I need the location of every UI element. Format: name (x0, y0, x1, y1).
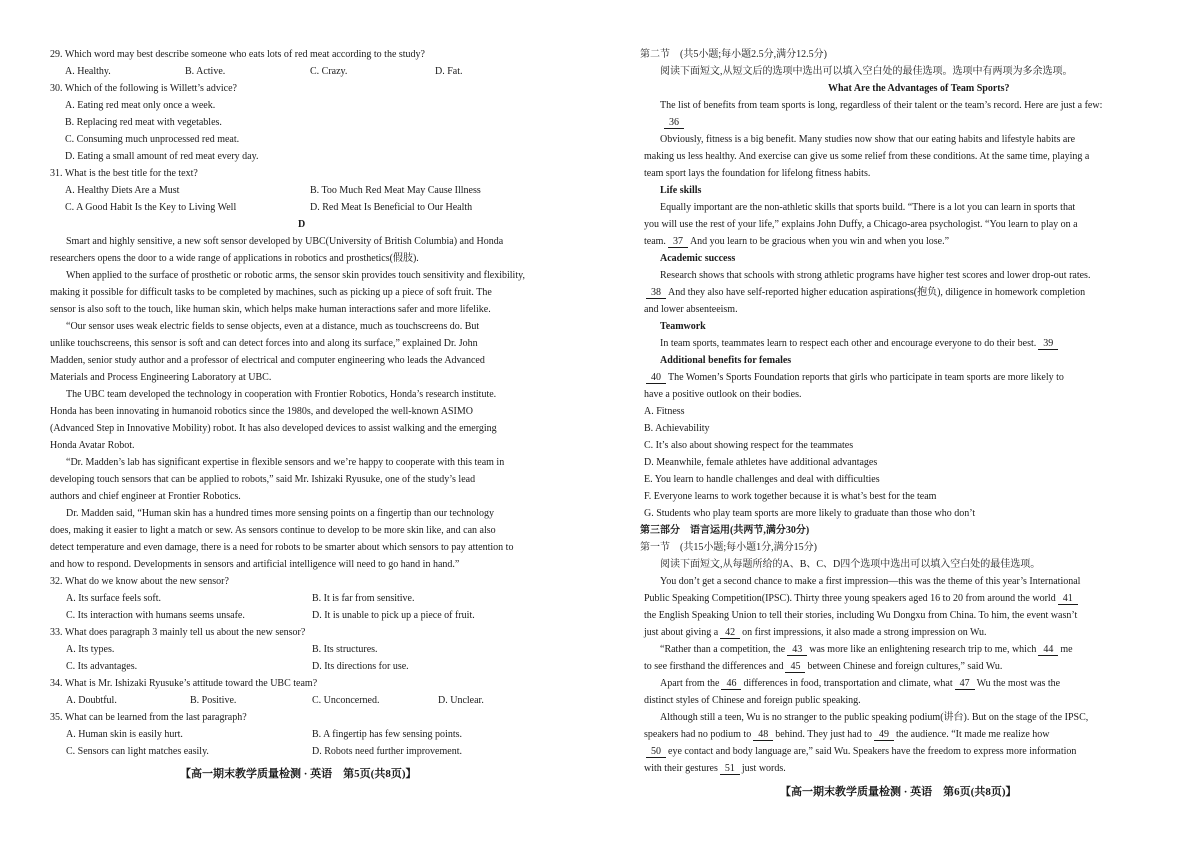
blank-46: 46 (721, 678, 741, 690)
passage-line: Dr. Madden said, “Human skin has a hundred times more sensing points on a fingertip than our technology (66, 508, 494, 519)
passage-line: “Dr. Madden’s lab has significant expertise in flexible sensors and we’re happy to cooperate with this team in (66, 457, 505, 468)
section-d-heading: D (298, 219, 306, 230)
option-35a: A. Human skin is easily hurt. (66, 729, 183, 740)
blank-48: 48 (753, 729, 773, 741)
option-32d: D. It is unable to pick up a piece of fruit. (312, 610, 475, 621)
option-31a: A. Healthy Diets Are a Must (65, 185, 180, 196)
passage-line: 40 The Women’s Sports Foundation reports that girls who participate in team sports are more likely to (644, 372, 1064, 384)
passage-line: researchers opens the door to a wide range of applications in robotics and prosthetics(假肢). (50, 253, 419, 264)
option-29b: B. Active. (185, 66, 226, 77)
choice-a: A. Fitness (644, 406, 685, 417)
blank-39: 39 (1038, 338, 1058, 350)
blank-49: 49 (874, 729, 894, 741)
subheading: Teamwork (660, 321, 706, 332)
blank-47: 47 (955, 678, 975, 690)
choice-g: G. Students who play team sports are more likely to graduate than those who don’t (644, 508, 976, 519)
question-31: 31. What is the best title for the text? (50, 168, 198, 179)
passage-line: Madden, senior study author and a professor of electrical and computer engineering who leads the Advanced (50, 355, 485, 366)
option-30d: D. Eating a small amount of red meat every day. (65, 151, 259, 162)
passage-line: Public Speaking Competition(IPSC). Thirty three young speakers aged 16 to 20 from around the world 41 (644, 593, 1080, 605)
passage-title: What Are the Advantages of Team Sports? (828, 83, 1010, 94)
blank-36: 36 (662, 117, 686, 129)
passage-line: the English Speaking Union to tell their stories, including Wu Dongxu from China. To him, the event wasn’t (644, 610, 1078, 621)
passage-line: The list of benefits from team sports is long, regardless of their talent or the team’s record. Here are just a few: (660, 100, 1103, 111)
choice-c: C. It’s also about showing respect for the teammates (644, 440, 854, 451)
question-35: 35. What can be learned from the last paragraph? (50, 712, 247, 723)
option-32c: C. Its interaction with humans seems unsafe. (66, 610, 245, 621)
option-31d: D. Red Meat Is Beneficial to Our Health (310, 202, 473, 213)
page-6 (600, 0, 1200, 847)
passage-line: Apart from the 46 differences in food, transportation and climate, what 47 Wu the most was the (660, 678, 1061, 689)
option-35c: C. Sensors can light matches easily. (66, 746, 209, 757)
passage-line: does, making it easier to light a match or sew. As sensors continue to develop to be more skin like, and can also (50, 525, 496, 536)
option-31c: C. A Good Habit Is the Key to Living Well (65, 202, 237, 213)
passage-line: 38 And they also have self-reported higher education aspirations(抱负), diligence in homework completion (644, 287, 1085, 299)
passage-line: 50 eye contact and body language are,” said Wu. Speakers have the freedom to express more information (644, 746, 1076, 758)
option-29a: A. Healthy. (65, 66, 111, 77)
blank-45: 45 (785, 661, 805, 673)
blank-42: 42 (720, 627, 740, 639)
passage-line: Honda Avatar Robot. (50, 440, 135, 451)
page-footer: 【高一期末教学质量检测 · 英语 第5页(共8页)】 (180, 768, 417, 780)
blank-41: 41 (1058, 593, 1078, 605)
part-three-header: 第三部分 语言运用(共两节,满分30分) (640, 525, 810, 536)
passage-line: just about giving a 42 on first impressions, it also made a strong impression on Wu. (644, 627, 987, 638)
blank-40: 40 (646, 372, 666, 384)
blank-44: 44 (1038, 644, 1058, 656)
page-footer: 【高一期末教学质量检测 · 英语 第6页(共8页)】 (780, 786, 1017, 798)
subheading: Life skills (660, 185, 702, 196)
question-29: 29. Which word may best describe someone who eats lots of red meat according to the study? (50, 49, 425, 60)
option-31b: B. Too Much Red Meat May Cause Illness (310, 185, 481, 196)
passage-line: making it possible for difficult tasks to be completed by machines, such as picking up a piece of soft fruit. The (50, 287, 492, 298)
passage-line: “Our sensor uses weak electric fields to sense objects, even at a distance, much as touchscreens do. But (66, 321, 480, 332)
passage-line: making us less healthy. And exercise can give us some relief from these conditions. At the same time, playing a (644, 151, 1090, 162)
passage-line: The UBC team developed the technology in cooperation with Frontier Robotics, Honda’s research institute. (66, 389, 497, 400)
passage-line: Honda has been innovating in humanoid robotics since the 1980s, and developed the well-known ASIMO (50, 406, 473, 417)
passage-line: (Advanced Step in Innovative Mobility) robot. It has also developed devices to assist walking and the emerging (50, 423, 497, 434)
passage-line: detect temperature and even damage, there is a need for robots to be smarter about which sensors to pay attention to (50, 542, 514, 553)
passage-line: and how to respond. Developments in sensors and artificial intelligence will need to go hand in hand.” (50, 559, 460, 570)
passage-line: team. 37 And you learn to be gracious when you win and when you lose.” (644, 236, 950, 247)
option-34c: C. Unconcerned. (312, 695, 380, 706)
passage-line: In team sports, teammates learn to respect each other and encourage everyone to do their best. 39 (660, 338, 1060, 350)
section-instructions: 阅读下面短文,从短文后的选项中选出可以填入空白处的最佳选项。选项中有两项为多余选项。 (660, 66, 1073, 77)
question-30: 30. Which of the following is Willett’s advice? (50, 83, 237, 94)
passage-line: Smart and highly sensitive, a new soft sensor developed by UBC(University of British Columbia) and Honda (66, 236, 504, 247)
blank-43: 43 (787, 644, 807, 656)
subheading: Academic success (660, 253, 736, 264)
option-32a: A. Its surface feels soft. (66, 593, 161, 604)
option-34b: B. Positive. (190, 695, 237, 706)
option-35d: D. Robots need further improvement. (312, 746, 462, 757)
passage-line: When applied to the surface of prosthetic or robotic arms, the sensor skin provides touch sensitivity and flexibility, (66, 270, 525, 281)
question-34: 34. What is Mr. Ishizaki Ryusuke’s attitude toward the UBC team? (50, 678, 318, 689)
passage-line: to see firsthand the differences and 45 between Chinese and foreign cultures,” said Wu. (644, 661, 1003, 672)
blank-38: 38 (646, 287, 666, 299)
question-33: 33. What does paragraph 3 mainly tell us about the new sensor? (50, 627, 306, 638)
passage-line: Research shows that schools with strong athletic programs have higher test scores and lower drop-out rates. (660, 270, 1091, 281)
choice-d: D. Meanwhile, female athletes have additional advantages (644, 457, 878, 468)
option-30a: A. Eating red meat only once a week. (65, 100, 216, 111)
choice-e: E. You learn to handle challenges and deal with difficulties (644, 474, 880, 485)
passage-line: developing touch sensors that can be applied to robots,” said Mr. Ishizaki Ryusuke, one of the study’s lead (50, 474, 476, 485)
passage-line: and lower absenteeism. (644, 304, 738, 315)
passage-line: You don’t get a second chance to make a first impression—this was the theme of this year’s International (660, 576, 1081, 587)
option-34a: A. Doubtful. (66, 695, 117, 706)
passage-line: authors and chief engineer at Frontier Robotics. (50, 491, 241, 502)
passage-line: Although still a teen, Wu is no stranger to the public speaking podium(讲台). But on the stage of the IPSC, (660, 712, 1089, 723)
passage-line: Equally important are the non-athletic skills that sports build. “There is a lot you can learn in sports that (660, 202, 1076, 213)
choice-f: F. Everyone learns to work together because it is what’s best for the team (644, 491, 937, 502)
section-header: 第一节 (共15小题;每小题1分,满分15分) (640, 542, 817, 553)
blank-37: 37 (668, 236, 688, 248)
option-30c: C. Consuming much unprocessed red meat. (65, 134, 240, 145)
passage-line: sensor is also soft to the touch, like human skin, which helps make human interactions safer and more lifelike. (50, 304, 491, 315)
passage-line: unlike touchscreens, this sensor is soft and can detect forces into and along its surface,” explained Dr. John (50, 338, 478, 349)
subheading: Additional benefits for females (660, 355, 792, 366)
option-33b: B. Its structures. (312, 644, 378, 655)
option-33a: A. Its types. (66, 644, 115, 655)
option-32b: B. It is far from sensitive. (312, 593, 415, 604)
option-29c: C. Crazy. (310, 66, 348, 77)
question-32: 32. What do we know about the new sensor? (50, 576, 229, 587)
passage-line: Obviously, fitness is a big benefit. Many studies now show that our eating habits and lifestyle habits are (660, 134, 1076, 145)
passage-line: distinct styles of Chinese and foreign public speaking. (644, 695, 861, 706)
blank-51: 51 (720, 763, 740, 775)
passage-line: with their gestures 51 just words. (644, 763, 786, 774)
section-header: 第二节 (共5小题;每小题2.5分,满分12.5分) (640, 49, 827, 60)
option-30b: B. Replacing red meat with vegetables. (65, 117, 222, 128)
option-33d: D. Its directions for use. (312, 661, 409, 672)
passage-line: you will use the rest of your life,” explains John Duffy, a Chicago-area psychologist. “You learn to play on a (644, 219, 1078, 230)
passage-line: Materials and Process Engineering Laboratory at UBC. (50, 372, 272, 383)
option-29d: D. Fat. (435, 66, 463, 77)
choice-b: B. Achievability (644, 423, 710, 434)
passage-line: team sport lays the foundation for lifelong fitness habits. (644, 168, 871, 179)
option-33c: C. Its advantages. (66, 661, 138, 672)
passage-line: have a positive outlook on their bodies. (644, 389, 802, 400)
option-34d: D. Unclear. (438, 695, 484, 706)
section-instructions: 阅读下面短文,从每题所给的A、B、C、D四个选项中选出可以填入空白处的最佳选项。 (660, 559, 1041, 570)
blank-50: 50 (646, 746, 666, 758)
passage-line: speakers had no podium to 48 behind. They just had to 49 the audience. “It made me realize how (644, 729, 1050, 740)
option-35b: B. A fingertip has few sensing points. (312, 729, 462, 740)
passage-line: “Rather than a competition, the 43 was more like an enlightening research trip to me, which 44 me (660, 644, 1073, 655)
